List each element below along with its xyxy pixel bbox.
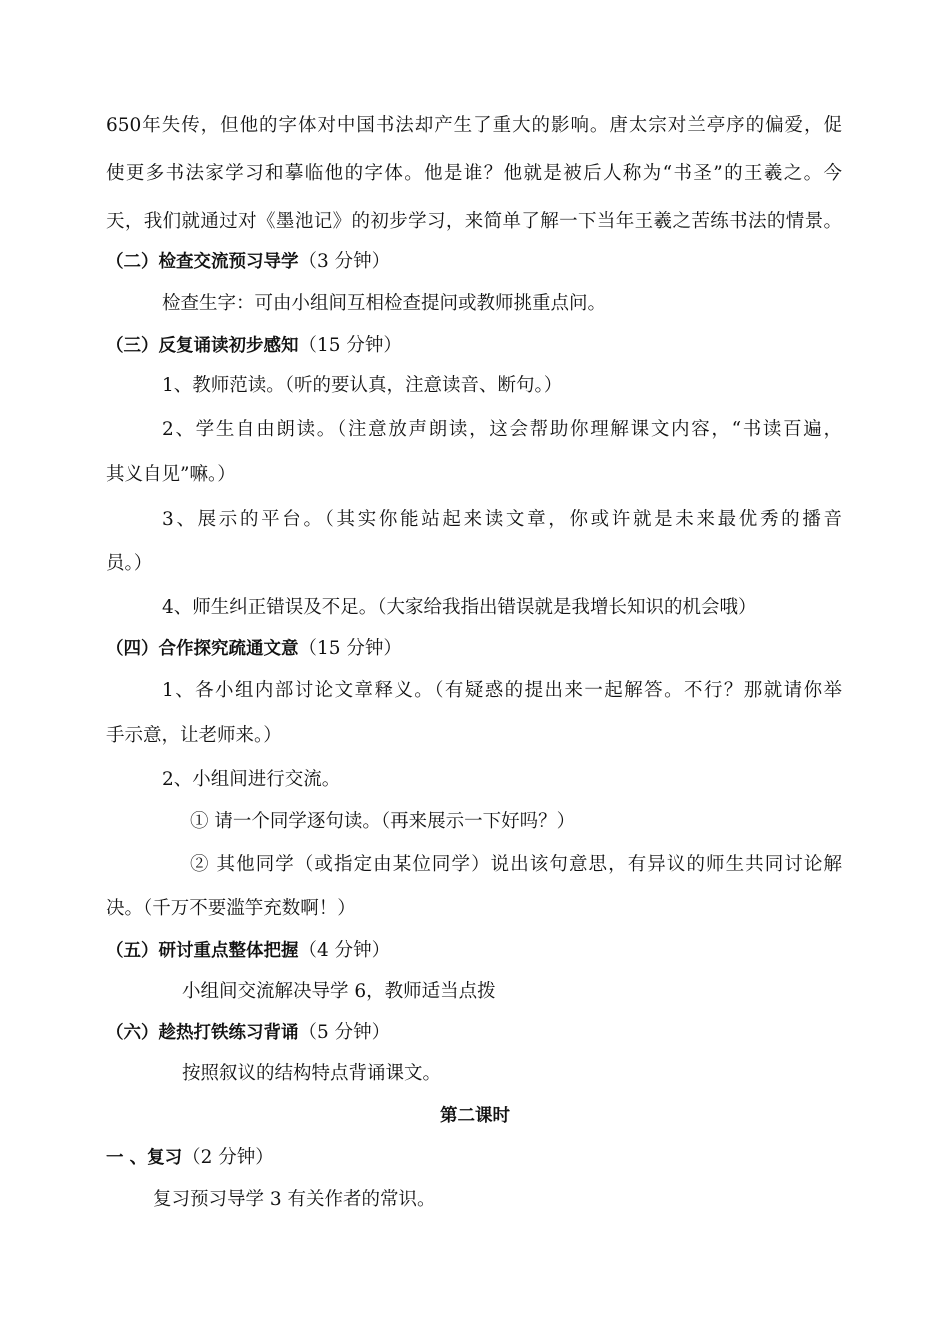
section-6-time: （5 分钟） [298,1022,391,1043]
section-4-item-2: 2、小组间进行交流。 [162,769,341,790]
section-4-item-1b: 手示意，让老师来。） [106,725,282,746]
section-2-heading [106,250,390,274]
intro-line-1: 650年失传，但他的字体对中国书法却产生了重大的影响。唐太宗对兰亭序的偏爱，促 [106,115,842,136]
section-3-item-3a: 3、展示的平台。（其实你能站起来读文章，你或许就是未来最优秀的播音 [162,509,842,530]
section-3-item-1: 1、教师范读。（听的要认真，注意读音、断句。） [162,375,563,396]
section-5-text: 小组间交流解决导学 6，教师适当点拨 [182,981,496,1002]
section-4-subitem-2b: 决。（千万不要滥竽充数啊！） [106,898,356,919]
review-heading [106,1146,274,1170]
section-4-subitem-1: ① 请一个同学逐句读。（再来展示一下好吗？） [190,811,576,832]
section-5-time: （4 分钟） [298,940,391,961]
section-4-title: （四）合作探究疏通文意 [106,639,299,659]
section-4-time: （15 分钟） [298,638,402,659]
section-6-title: （六）趁热打铁练习背诵 [106,1023,299,1043]
review-time: （2 分钟） [182,1147,274,1168]
lesson-2-heading [0,1104,950,1128]
section-4-subitem-2a: ② 其他同学（或指定由某位同学）说出该句意思，有异议的师生共同讨论解 [190,854,842,875]
section-2-text: 检查生字：可由小组间互相检查提问或教师挑重点问。 [162,293,607,314]
intro-line-3: 天，我们就通过对《墨池记》的初步学习，来简单了解一下当年王羲之苦练书法的情景。 [106,211,842,232]
review-text: 复习预习导学 3 有关作者的常识。 [153,1189,436,1210]
section-6-text: 按照叙议的结构特点背诵课文。 [182,1063,442,1084]
section-2-time: （3 分钟） [298,251,391,272]
section-3-time: （15 分钟） [298,335,402,356]
section-3-item-3b: 员。） [106,553,153,574]
section-6-heading [106,1021,390,1045]
section-2-title: （二）检查交流预习导学 [106,252,299,272]
section-3-item-2b: 其义自见”嘛。） [106,464,236,485]
section-3-title: （三）反复诵读初步感知 [106,336,299,356]
section-4-item-1a: 1、各小组内部讨论文章释义。（有疑惑的提出来一起解答。不行？那就请你举 [162,680,842,701]
section-3-item-2a: 2、学生自由朗读。（注意放声朗读，这会帮助你理解课文内容，“书读百遍， [162,419,842,440]
review-title: 一 、复习 [106,1148,183,1168]
section-3-item-4: 4、师生纠正错误及不足。（大家给我指出错误就是我增长知识的机会哦） [162,597,757,618]
section-5-heading [106,939,390,963]
section-4-heading [106,637,402,661]
section-3-heading [106,334,402,358]
lesson-2-title: 第二课时 [440,1106,510,1126]
section-5-title: （五）研讨重点整体把握 [106,941,299,961]
intro-line-2: 使更多书法家学习和摹临他的字体。他是谁？他就是被后人称为“书圣”的王羲之。今 [106,163,842,184]
